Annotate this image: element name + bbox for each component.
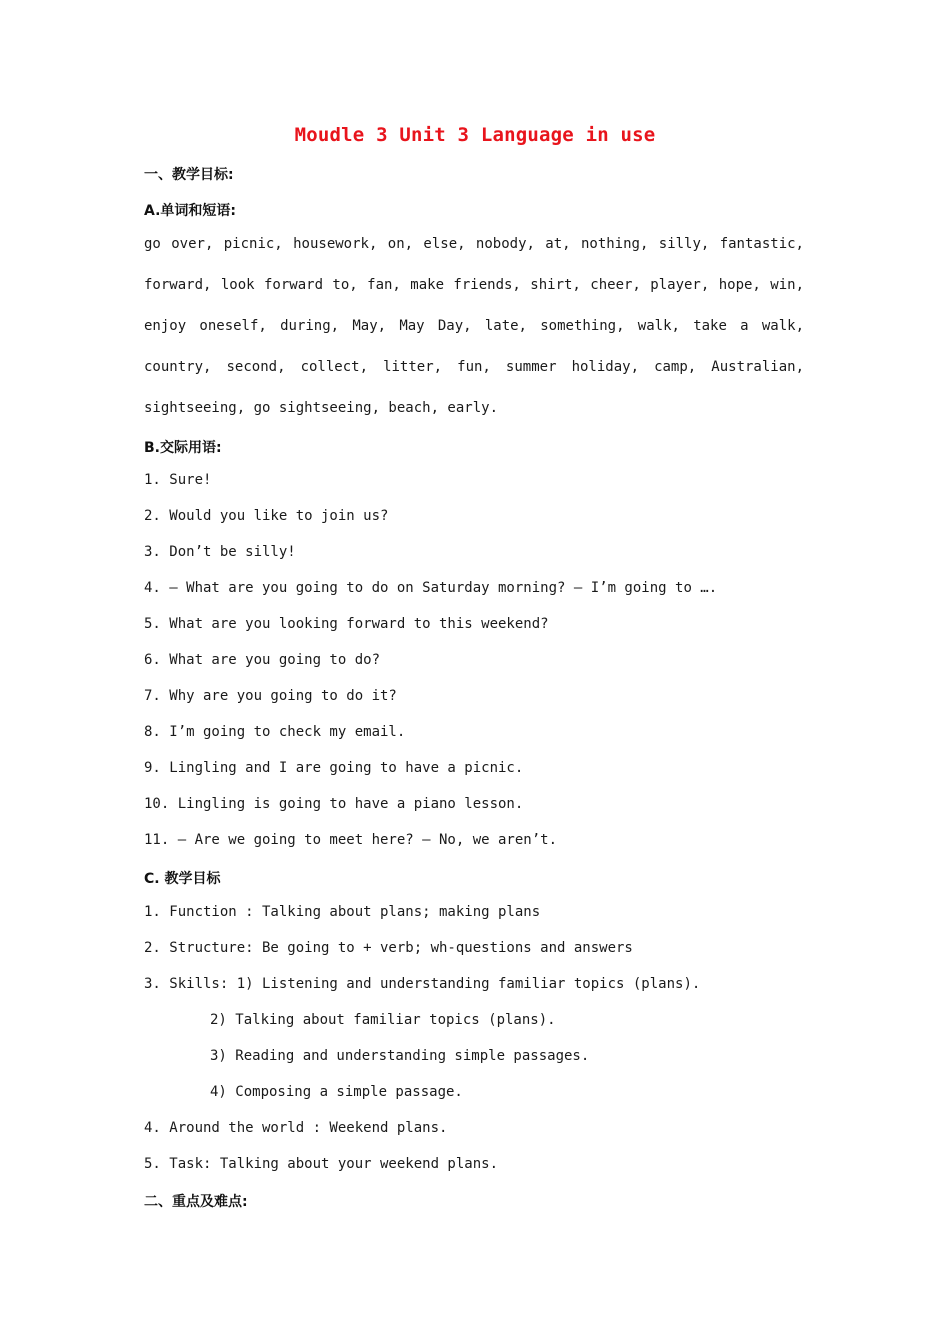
vocab-line: go over, picnic, housework, on, else, nobody, at, nothing, silly, fantastic, <box>144 236 804 252</box>
expression-item: 4. — What are you going to do on Saturday morning? — I’m going to …. <box>144 580 718 596</box>
expression-item: 10. Lingling is going to have a piano lesson. <box>144 796 524 812</box>
section-heading-key-points: 二、重点及难点: <box>144 1194 248 1210</box>
expression-item: 2. Would you like to join us? <box>144 508 389 524</box>
expression-item: 11. — Are we going to meet here? — No, we aren’t. <box>144 832 558 848</box>
goal-item: 3. Skills: 1) Listening and understanding familiar topics (plans). <box>144 976 701 992</box>
expression-item: 8. I’m going to check my email. <box>144 724 406 740</box>
expression-item: 9. Lingling and I are going to have a picnic. <box>144 760 524 776</box>
subheading-vocabulary: A.单词和短语: <box>144 203 237 219</box>
subheading-expressions: B.交际用语: <box>144 440 222 456</box>
expression-item: 3. Don’t be silly! <box>144 544 296 560</box>
expression-item: 1. Sure! <box>144 472 212 488</box>
subheading-teaching-goals: C. 教学目标 <box>144 871 221 887</box>
skill-sub-item: 4) Composing a simple passage. <box>210 1084 463 1100</box>
goal-item: 2. Structure: Be going to + verb; wh-questions and answers <box>144 940 633 956</box>
vocab-line: sightseeing, go sightseeing, beach, early. <box>144 400 499 416</box>
skill-sub-item: 3) Reading and understanding simple passages. <box>210 1048 590 1064</box>
goal-item: 5. Task: Talking about your weekend plans. <box>144 1156 499 1172</box>
vocab-line: enjoy oneself, during, May, May Day, late, something, walk, take a walk, <box>144 318 804 334</box>
expression-item: 6. What are you going to do? <box>144 652 381 668</box>
page-title: Moudle 3 Unit 3 Language in use <box>294 124 656 146</box>
goal-item: 1. Function : Talking about plans; making plans <box>144 904 541 920</box>
vocab-line: country, second, collect, litter, fun, summer holiday, camp, Australian, <box>144 359 804 375</box>
vocab-line: forward, look forward to, fan, make friends, shirt, cheer, player, hope, win, <box>144 277 804 293</box>
section-heading-objectives: 一、教学目标: <box>144 167 234 183</box>
expression-item: 5. What are you looking forward to this weekend? <box>144 616 549 632</box>
goal-item: 4. Around the world : Weekend plans. <box>144 1120 448 1136</box>
expression-item: 7. Why are you going to do it? <box>144 688 397 704</box>
skill-sub-item: 2) Talking about familiar topics (plans). <box>210 1012 556 1028</box>
